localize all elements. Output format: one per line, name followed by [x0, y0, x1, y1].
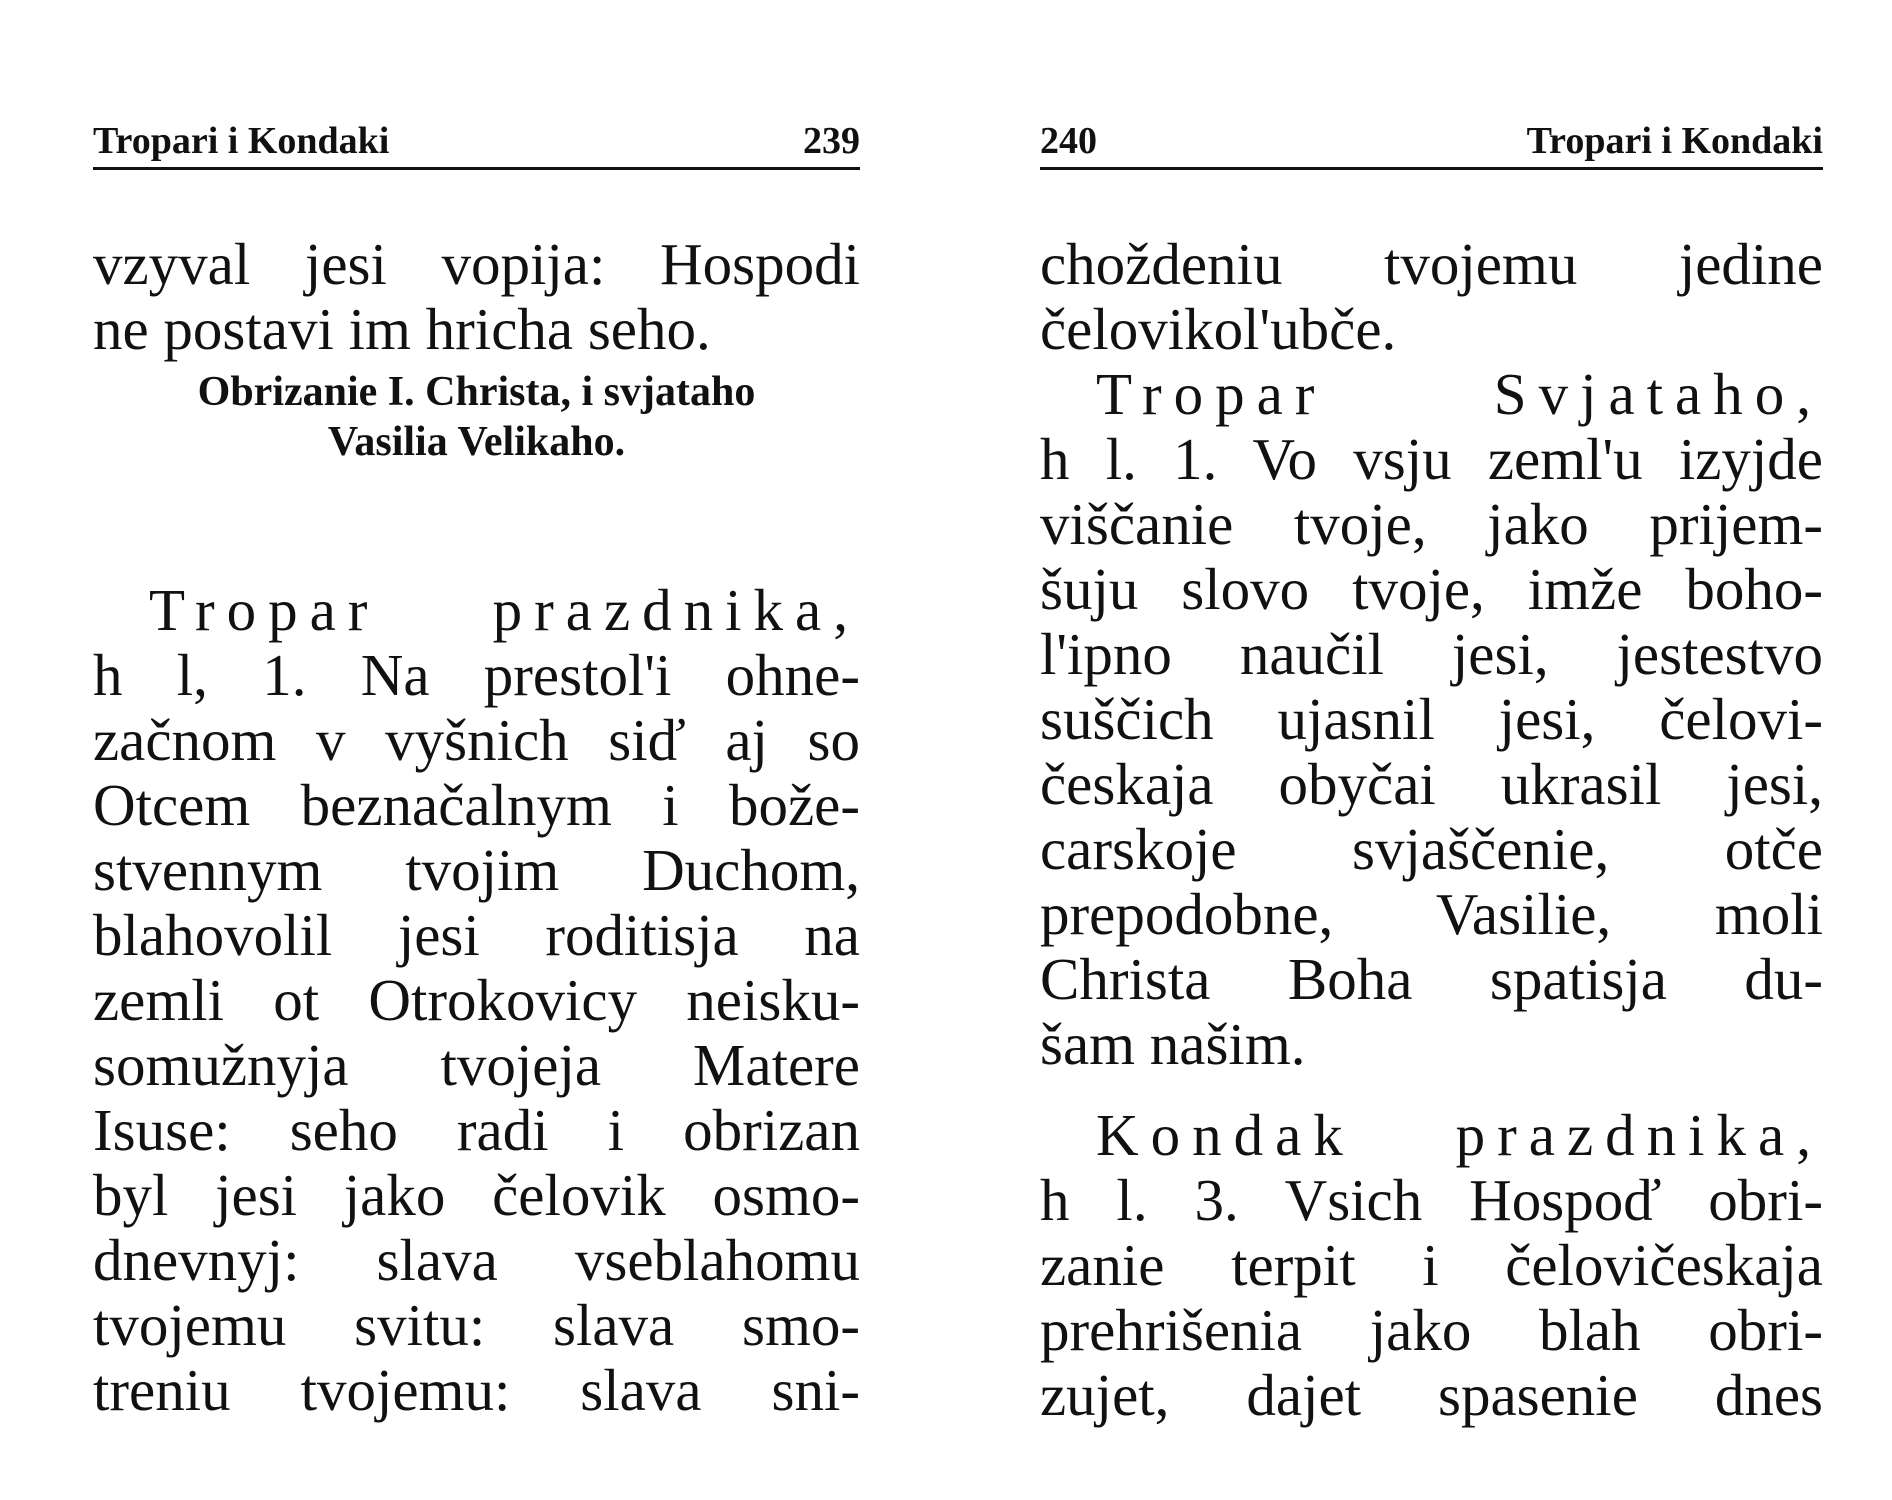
heading-line: Obrizanie I. Christa, i svjataho: [197, 369, 756, 415]
right-running-head: [1040, 112, 1823, 166]
left-running-title: Tropari i Kondaki: [93, 120, 390, 162]
left-continuation-text: [93, 232, 860, 362]
text-line: českaja obyčai ukrasil jesi,: [1040, 751, 1823, 817]
tropar-title-line: Tropar Svjataho,: [1096, 361, 1823, 427]
text-line: Otcem beznačalnym i bože-: [93, 772, 860, 838]
text-line: prehrišenia jako blah obri-: [1040, 1297, 1823, 1363]
right-header-rule: [1040, 167, 1823, 170]
text-line: somužnyja tvojeja Matere: [93, 1032, 860, 1098]
text-line: Isuse: seho radi i obrizan: [93, 1097, 860, 1163]
right-running-title: Tropari i Kondaki: [1526, 120, 1823, 162]
text-line: h l. 3. Vsich Hospoď obri-: [1040, 1167, 1823, 1233]
text-line: blahovolil jesi roditisja na: [93, 902, 860, 968]
text-line: h l. 1. Vo vsju zeml'u izyjde: [1040, 426, 1823, 492]
text-line: zujet, dajet spasenie dnes: [1040, 1362, 1823, 1428]
right-kondak-text: [1040, 1103, 1823, 1428]
text-line: dnevnyj: slava vseblahomu: [93, 1227, 860, 1293]
text-line: l'ipno naučil jesi, jestestvo: [1040, 621, 1823, 687]
text-line: treniu tvojemu: slava sni-: [93, 1357, 860, 1423]
text-line: zanie terpit i čelovičeskaja: [1040, 1232, 1823, 1298]
text-line: Christa Boha spatisja du-: [1040, 946, 1823, 1012]
feast-heading: [93, 367, 860, 467]
right-continuation-text: [1040, 232, 1823, 362]
text-line: stvennym tvojim Duchom,: [93, 837, 860, 903]
right-page: [1040, 0, 1823, 1500]
kondak-title-line: Kondak prazdnika,: [1096, 1102, 1823, 1168]
text-line: tvojemu svitu: slava smo-: [93, 1292, 860, 1358]
text-line: byl jesi jako čelovik osmo-: [93, 1162, 860, 1228]
text-line: šam našim.: [1040, 1011, 1306, 1077]
left-tropar-text: [93, 578, 860, 1423]
text-line: choždeniu tvojemu jedine: [1040, 231, 1823, 297]
text-line: carskoje svjaščenie, otče: [1040, 816, 1823, 882]
text-line: šuju slovo tvoje, imže boho-: [1040, 556, 1823, 622]
left-page-number: 239: [803, 120, 860, 162]
right-tropar-text: [1040, 362, 1823, 1077]
left-header-rule: [93, 167, 860, 170]
text-line: zemli ot Otrokovicy neisku-: [93, 967, 860, 1033]
right-page-number: 240: [1040, 120, 1097, 162]
heading-line: Vasilia Velikaho.: [327, 419, 626, 465]
text-line: vzyval jesi vopija: Hospodi: [93, 231, 860, 297]
text-line: čelovikol'ubče.: [1040, 296, 1397, 362]
left-running-head: [93, 112, 860, 166]
text-line: suščich ujasnil jesi, čelovi-: [1040, 686, 1823, 752]
text-line: h l, 1. Na prestol'i ohne-: [93, 642, 860, 708]
left-page: [93, 0, 860, 1500]
text-line: začnom v vyšnich siď aj so: [93, 707, 860, 773]
text-line: viščanie tvoje, jako prijem-: [1040, 491, 1823, 557]
text-line: prepodobne, Vasilie, moli: [1040, 881, 1823, 947]
tropar-title-line: Tropar prazdnika,: [149, 577, 860, 643]
text-line: ne postavi im hricha seho.: [93, 296, 711, 362]
